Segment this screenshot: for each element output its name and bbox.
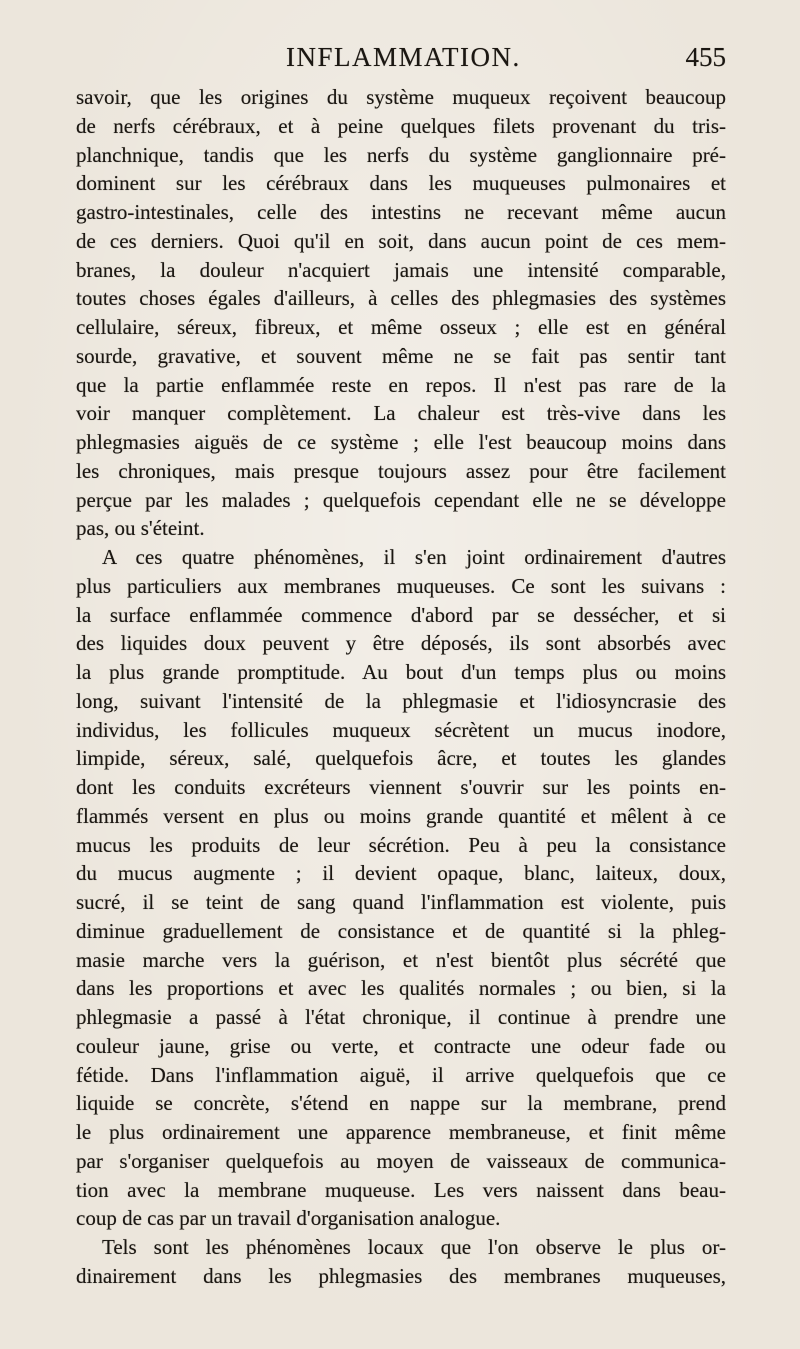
text-line: des liquides doux peuvent y être déposés, ils sont absorbés avec [76, 631, 726, 656]
text-line: long, suivant l'intensité de la phlegmasie et l'idiosyncrasie des [76, 688, 726, 713]
paragraph-start-line: Tels sont les phénomènes locaux que l'on observe le plus or- [102, 1235, 726, 1259]
text-line: liquide se concrète, s'étend en nappe sur la membrane, prend [76, 1091, 726, 1116]
text-line: de ces derniers. Quoi qu'il en soit, dans aucun point de ces mem- [76, 228, 726, 253]
page-number: 455 [685, 42, 726, 72]
text-line: diminue graduellement de consistance et de quantité si la phleg- [76, 918, 726, 943]
text-line: masie marche vers la guérison, et n'est bientôt plus sécrété que [76, 947, 726, 972]
text-line: flammés versent en plus ou moins grande quantité et mêlent à ce [76, 803, 726, 828]
text-line: la plus grande promptitude. Au bout d'un temps plus ou moins [76, 660, 726, 684]
text-line: tion avec la membrane muqueuse. Les vers naissent dans beau- [76, 1177, 726, 1202]
text-line: dont les conduits excréteurs viennent s'ouvrir sur les points en- [76, 775, 726, 799]
text-line: par s'organiser quelquefois au moyen de vaisseaux de communica- [76, 1148, 726, 1173]
paragraph-start-line: A ces quatre phénomènes, il s'en joint ordinairement d'autres [102, 545, 726, 569]
text-line: le plus ordinairement une apparence membraneuse, et finit même [76, 1120, 726, 1144]
text-line: phlegmasies aiguës de ce système ; elle l'est beaucoup moins dans [76, 430, 726, 454]
body-text [76, 83, 726, 1291]
text-line: branes, la douleur n'acquiert jamais une intensité comparable, [76, 257, 726, 282]
running-title: INFLAMMATION. [286, 42, 521, 72]
text-line: dinairement dans les phlegmasies des membranes muqueuses, [76, 1263, 726, 1288]
text-line: de nerfs cérébraux, et à peine quelques filets provenant du tris- [76, 113, 726, 138]
paragraph-end-line: coup de cas par un travail d'organisation analogue. [76, 1206, 501, 1231]
text-line: cellulaire, séreux, fibreux, et même osseux ; elle est en général [76, 315, 726, 339]
text-line: toutes choses égales d'ailleurs, à celles des phlegmasies des systèmes [76, 286, 726, 311]
text-line: sucré, il se teint de sang quand l'inflammation est violente, puis [76, 890, 726, 914]
text-line: dans les proportions et avec les qualités normales ; ou bien, si la [76, 976, 726, 1001]
text-line: planchnique, tandis que les nerfs du système ganglionnaire pré- [76, 142, 726, 167]
text-line: voir manquer complètement. La chaleur est très-vive dans les [76, 401, 726, 426]
text-line: individus, les follicules muqueux sécrètent un mucus inodore, [76, 717, 726, 742]
text-line: dominent sur les cérébraux dans les muqueuses pulmonaires et [76, 171, 726, 196]
text-line: fétide. Dans l'inflammation aiguë, il arrive quelquefois que ce [76, 1062, 726, 1087]
text-line: limpide, séreux, salé, quelquefois âcre, et toutes les glandes [76, 746, 726, 771]
text-line: la surface enflammée commence d'abord par se dessécher, et si [76, 602, 726, 627]
paragraph-end-line: pas, ou s'éteint. [76, 516, 205, 541]
text-line: les chroniques, mais presque toujours assez pour être facilement [76, 458, 726, 483]
text-line: mucus les produits de leur sécrétion. Peu à peu la consistance [76, 832, 726, 857]
text-line: plus particuliers aux membranes muqueuses. Ce sont les suivans : [76, 573, 726, 598]
text-line: couleur jaune, grise ou verte, et contracte une odeur fade ou [76, 1033, 726, 1058]
text-line: phlegmasie a passé à l'état chronique, il continue à prendre une [76, 1005, 726, 1029]
text-line: que la partie enflammée reste en repos. Il n'est pas rare de la [76, 372, 726, 397]
page-header [76, 38, 726, 78]
text-line: sourde, gravative, et souvent même ne se fait pas sentir tant [76, 343, 726, 368]
text-line: gastro-intestinales, celle des intestins ne recevant même aucun [76, 200, 726, 224]
text-line: perçue par les malades ; quelquefois cependant elle ne se développe [76, 487, 726, 512]
text-line: savoir, que les origines du système muqueux reçoivent beaucoup [76, 85, 726, 109]
text-line: du mucus augmente ; il devient opaque, blanc, laiteux, doux, [76, 861, 726, 886]
